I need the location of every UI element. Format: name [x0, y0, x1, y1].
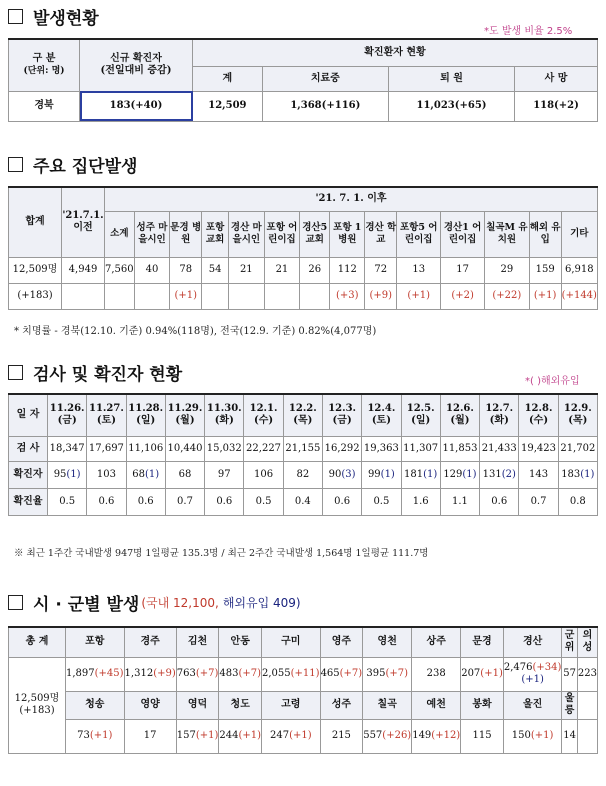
rate-value: 0.4 [283, 488, 322, 515]
city-name: 울릉 [562, 691, 577, 719]
cluster-col-header: 성주 마을시인 [134, 211, 170, 257]
confirmed-value: 181(1) [401, 461, 440, 488]
city-name: 포항 [66, 627, 125, 657]
date-header: 12.7. (화) [480, 394, 519, 436]
confirmed-value: 183(1) [558, 461, 597, 488]
cluster-delta: (+144) [561, 283, 597, 309]
cluster-value: 54 [202, 257, 229, 283]
header-after: '21. 7. 1. 이후 [105, 187, 598, 211]
city-name: 청도 [219, 691, 262, 719]
cluster-col-header: 문경 병원 [170, 211, 202, 257]
city-name: 울진 [503, 691, 562, 719]
tests-value: 21,155 [283, 436, 322, 461]
cluster-delta [134, 283, 170, 309]
tests-value: 15,032 [205, 436, 244, 461]
cluster-delta [202, 283, 229, 309]
city-name: 영주 [320, 627, 363, 657]
cluster-col-header: 포항 교회 [202, 211, 229, 257]
treating-value: 1,368(+116) [262, 91, 388, 121]
cluster-col-header: 포항5 어린이집 [397, 211, 441, 257]
header-date: 일 자 [9, 394, 48, 436]
city-name: 의성 [577, 627, 597, 657]
city-value: 73(+1) [66, 719, 125, 753]
tests-value: 19,423 [519, 436, 558, 461]
checkbox-square-icon [8, 595, 23, 610]
date-header: 12.6. (월) [440, 394, 479, 436]
rate-value: 1.1 [440, 488, 479, 515]
city-name: 상주 [412, 627, 461, 657]
cluster-delta: (+2) [441, 283, 485, 309]
rate-value: 0.5 [48, 488, 87, 515]
city-name: 경산 [503, 627, 562, 657]
city-value: 149(+12) [412, 719, 461, 753]
city-value: 247(+1) [262, 719, 321, 753]
cluster-delta [264, 283, 300, 309]
rate-value: 0.6 [126, 488, 165, 515]
section-title-tests [8, 360, 182, 385]
date-header: 12.1. (수) [244, 394, 283, 436]
header-deaths: 사 망 [515, 66, 598, 91]
new-cases-value: 183(+40) [80, 91, 193, 121]
city-name: 구미 [262, 627, 321, 657]
header-total: 계 [193, 66, 263, 91]
city-name: 성주 [320, 691, 363, 719]
rate-value: 0.5 [362, 488, 401, 515]
cluster-delta: (+9) [365, 283, 397, 309]
cluster-col-header: 칠곡M 유치원 [485, 211, 530, 257]
empty-cell [577, 691, 597, 719]
section-title-city [8, 590, 301, 615]
empty-cell [577, 719, 597, 753]
section-title-occurrence [8, 4, 99, 29]
tests-value: 10,440 [165, 436, 204, 461]
date-header: 11.28. (일) [126, 394, 165, 436]
cluster-before: 4,949 [62, 257, 105, 283]
city-name: 경주 [124, 627, 176, 657]
header-region: 구 분 (단위: 명) [9, 39, 80, 91]
city-value: 150(+1) [503, 719, 562, 753]
cluster-value: 7,560 [105, 257, 135, 283]
city-value: 115 [461, 719, 504, 753]
cluster-value: 159 [529, 257, 561, 283]
city-value: 238 [412, 657, 461, 691]
cluster-delta [105, 283, 135, 309]
cluster-col-header: 해외 유입 [529, 211, 561, 257]
cluster-delta [300, 283, 330, 309]
confirmed-value: 99(1) [362, 461, 401, 488]
confirmed-value: 131(2) [480, 461, 519, 488]
confirmed-value: 82 [283, 461, 322, 488]
confirmed-value: 97 [205, 461, 244, 488]
city-value: 244(+1) [219, 719, 262, 753]
city-table [8, 626, 598, 754]
city-value: 1,312(+9) [124, 657, 176, 691]
checkbox-square-icon [8, 365, 23, 380]
city-value: 57 [562, 657, 577, 691]
city-value: 1,897(+45) [66, 657, 125, 691]
section-title-text: 시 · 군별 발생 [33, 595, 140, 615]
header-treating: 치료중 [262, 66, 388, 91]
city-value: 17 [124, 719, 176, 753]
rate-value: 0.7 [165, 488, 204, 515]
header-tests: 검 사 [9, 436, 48, 461]
cluster-value: 21 [229, 257, 265, 283]
section-title-text: 주요 집단발생 [33, 157, 138, 177]
city-name: 영천 [363, 627, 412, 657]
city-name: 고령 [262, 691, 321, 719]
domestic-count: (국내 12,100, [141, 596, 219, 610]
tests-value: 19,363 [362, 436, 401, 461]
city-name: 문경 [461, 627, 504, 657]
tests-value: 11,853 [440, 436, 479, 461]
cluster-delta: (+3) [330, 283, 365, 309]
header-new-cases: 신규 확진자 (전일대비 증감) [80, 39, 193, 91]
import-count: 해외유입 409) [222, 596, 301, 610]
cluster-col-header: 경산5 교회 [300, 211, 330, 257]
city-value: 223 [577, 657, 597, 691]
confirmed-value: 129(1) [440, 461, 479, 488]
tests-value: 17,697 [87, 436, 126, 461]
cluster-table [8, 186, 598, 310]
cluster-before-delta [62, 283, 105, 309]
confirmed-value: 90(3) [322, 461, 361, 488]
confirmed-value: 143 [519, 461, 558, 488]
tests-value: 21,433 [480, 436, 519, 461]
city-value: 557(+26) [363, 719, 412, 753]
city-value: 395(+7) [363, 657, 412, 691]
city-name: 영덕 [176, 691, 219, 719]
date-header: 12.3. (금) [322, 394, 361, 436]
city-name: 봉화 [461, 691, 504, 719]
total-value: 12,509 [193, 91, 263, 121]
date-header: 11.27. (토) [87, 394, 126, 436]
cluster-col-header: 기타 [561, 211, 597, 257]
cluster-value: 21 [264, 257, 300, 283]
header-rate: 확진율 [9, 488, 48, 515]
occurrence-table [8, 38, 598, 122]
confirmed-value: 106 [244, 461, 283, 488]
rate-value: 0.5 [244, 488, 283, 515]
cluster-delta: (+1) [529, 283, 561, 309]
cluster-value: 13 [397, 257, 441, 283]
discharged-value: 11,023(+65) [388, 91, 514, 121]
date-header: 12.9. (목) [558, 394, 597, 436]
cluster-value: 26 [300, 257, 330, 283]
rate-value: 1.6 [401, 488, 440, 515]
city-name: 영양 [124, 691, 176, 719]
checkbox-square-icon [8, 157, 23, 172]
date-header: 12.4. (토) [362, 394, 401, 436]
city-name: 군위 [562, 627, 577, 657]
city-name: 김천 [176, 627, 219, 657]
rate-value: 0.6 [87, 488, 126, 515]
date-header: 11.30. (화) [205, 394, 244, 436]
cluster-value: 72 [365, 257, 397, 283]
cluster-value: 112 [330, 257, 365, 283]
date-header: 11.26. (금) [48, 394, 87, 436]
tests-value: 16,292 [322, 436, 361, 461]
tests-value: 18,347 [48, 436, 87, 461]
city-value: 215 [320, 719, 363, 753]
cluster-delta: (+1) [170, 283, 202, 309]
deaths-value: 118(+2) [515, 91, 598, 121]
confirmed-value: 68 [165, 461, 204, 488]
date-header: 12.8. (수) [519, 394, 558, 436]
cluster-value: 17 [441, 257, 485, 283]
header-total: 총 계 [9, 627, 66, 657]
header-confirmed: 확진자 [9, 461, 48, 488]
cluster-col-header: 경산1 어린이집 [441, 211, 485, 257]
section-title-cluster [8, 152, 137, 177]
rate-value: 0.6 [322, 488, 361, 515]
rate-value: 0.8 [558, 488, 597, 515]
date-header: 12.2. (목) [283, 394, 322, 436]
cluster-col-header: 포항 어린이집 [264, 211, 300, 257]
rate-value: 0.6 [480, 488, 519, 515]
confirmed-value: 103 [87, 461, 126, 488]
tests-value: 22,227 [244, 436, 283, 461]
section-title-text: 발생현황 [33, 9, 99, 29]
confirmed-value: 68(1) [126, 461, 165, 488]
date-header: 12.5. (일) [401, 394, 440, 436]
rate-value: 0.7 [519, 488, 558, 515]
checkbox-square-icon [8, 9, 23, 24]
cluster-delta [229, 283, 265, 309]
cluster-value: 6,918 [561, 257, 597, 283]
city-name: 칠곡 [363, 691, 412, 719]
city-value: 763(+7) [176, 657, 219, 691]
cluster-col-header: 소계 [105, 211, 135, 257]
fatality-note: * 치명률 - 경북(12.10. 기준) 0.94%(118명), 전국(12.9. 기준) 0.82%(4,077명) [14, 326, 377, 337]
cluster-value: 40 [134, 257, 170, 283]
city-total: 12,509명 (+183) [9, 657, 66, 753]
city-value: 207(+1) [461, 657, 504, 691]
rate-value: 0.6 [205, 488, 244, 515]
cluster-total-delta: (+183) [9, 283, 62, 309]
cluster-delta: (+22) [485, 283, 530, 309]
header-total: 합계 [9, 187, 62, 257]
region-name: 경북 [9, 91, 80, 121]
cluster-value: 78 [170, 257, 202, 283]
city-value: 2,476(+34) (+1) [503, 657, 562, 691]
import-note: *( )해외유입 [525, 376, 580, 387]
city-name: 청송 [66, 691, 125, 719]
header-confirmed-status: 확진환자 현황 [193, 39, 598, 66]
cluster-total: 12,509명 [9, 257, 62, 283]
section-title-text: 검사 및 확진자 현황 [33, 365, 183, 385]
city-value: 157(+1) [176, 719, 219, 753]
header-before: '21.7.1. 이전 [62, 187, 105, 257]
cluster-col-header: 포항 1병원 [330, 211, 365, 257]
city-value: 465(+7) [320, 657, 363, 691]
tests-value: 21,702 [558, 436, 597, 461]
city-name: 안동 [219, 627, 262, 657]
city-value: 2,055(+11) [262, 657, 321, 691]
city-value: 14 [562, 719, 577, 753]
confirmed-value: 95(1) [48, 461, 87, 488]
tests-value: 11,106 [126, 436, 165, 461]
city-value: 483(+7) [219, 657, 262, 691]
province-ratio-note: *도 발생 비율 2.5% [484, 26, 573, 37]
cluster-col-header: 경산 마을시인 [229, 211, 265, 257]
cluster-col-header: 경산 학교 [365, 211, 397, 257]
weekly-note: ※ 최근 1주간 국내발생 947명 1일평균 135.3명 / 최근 2주간 국내발생 1,564명 1일평균 111.7명 [14, 548, 429, 559]
tests-table [8, 393, 598, 516]
header-discharged: 퇴 원 [388, 66, 514, 91]
date-header: 11.29. (월) [165, 394, 204, 436]
cluster-value: 29 [485, 257, 530, 283]
city-name: 예천 [412, 691, 461, 719]
cluster-delta: (+1) [397, 283, 441, 309]
tests-value: 11,307 [401, 436, 440, 461]
